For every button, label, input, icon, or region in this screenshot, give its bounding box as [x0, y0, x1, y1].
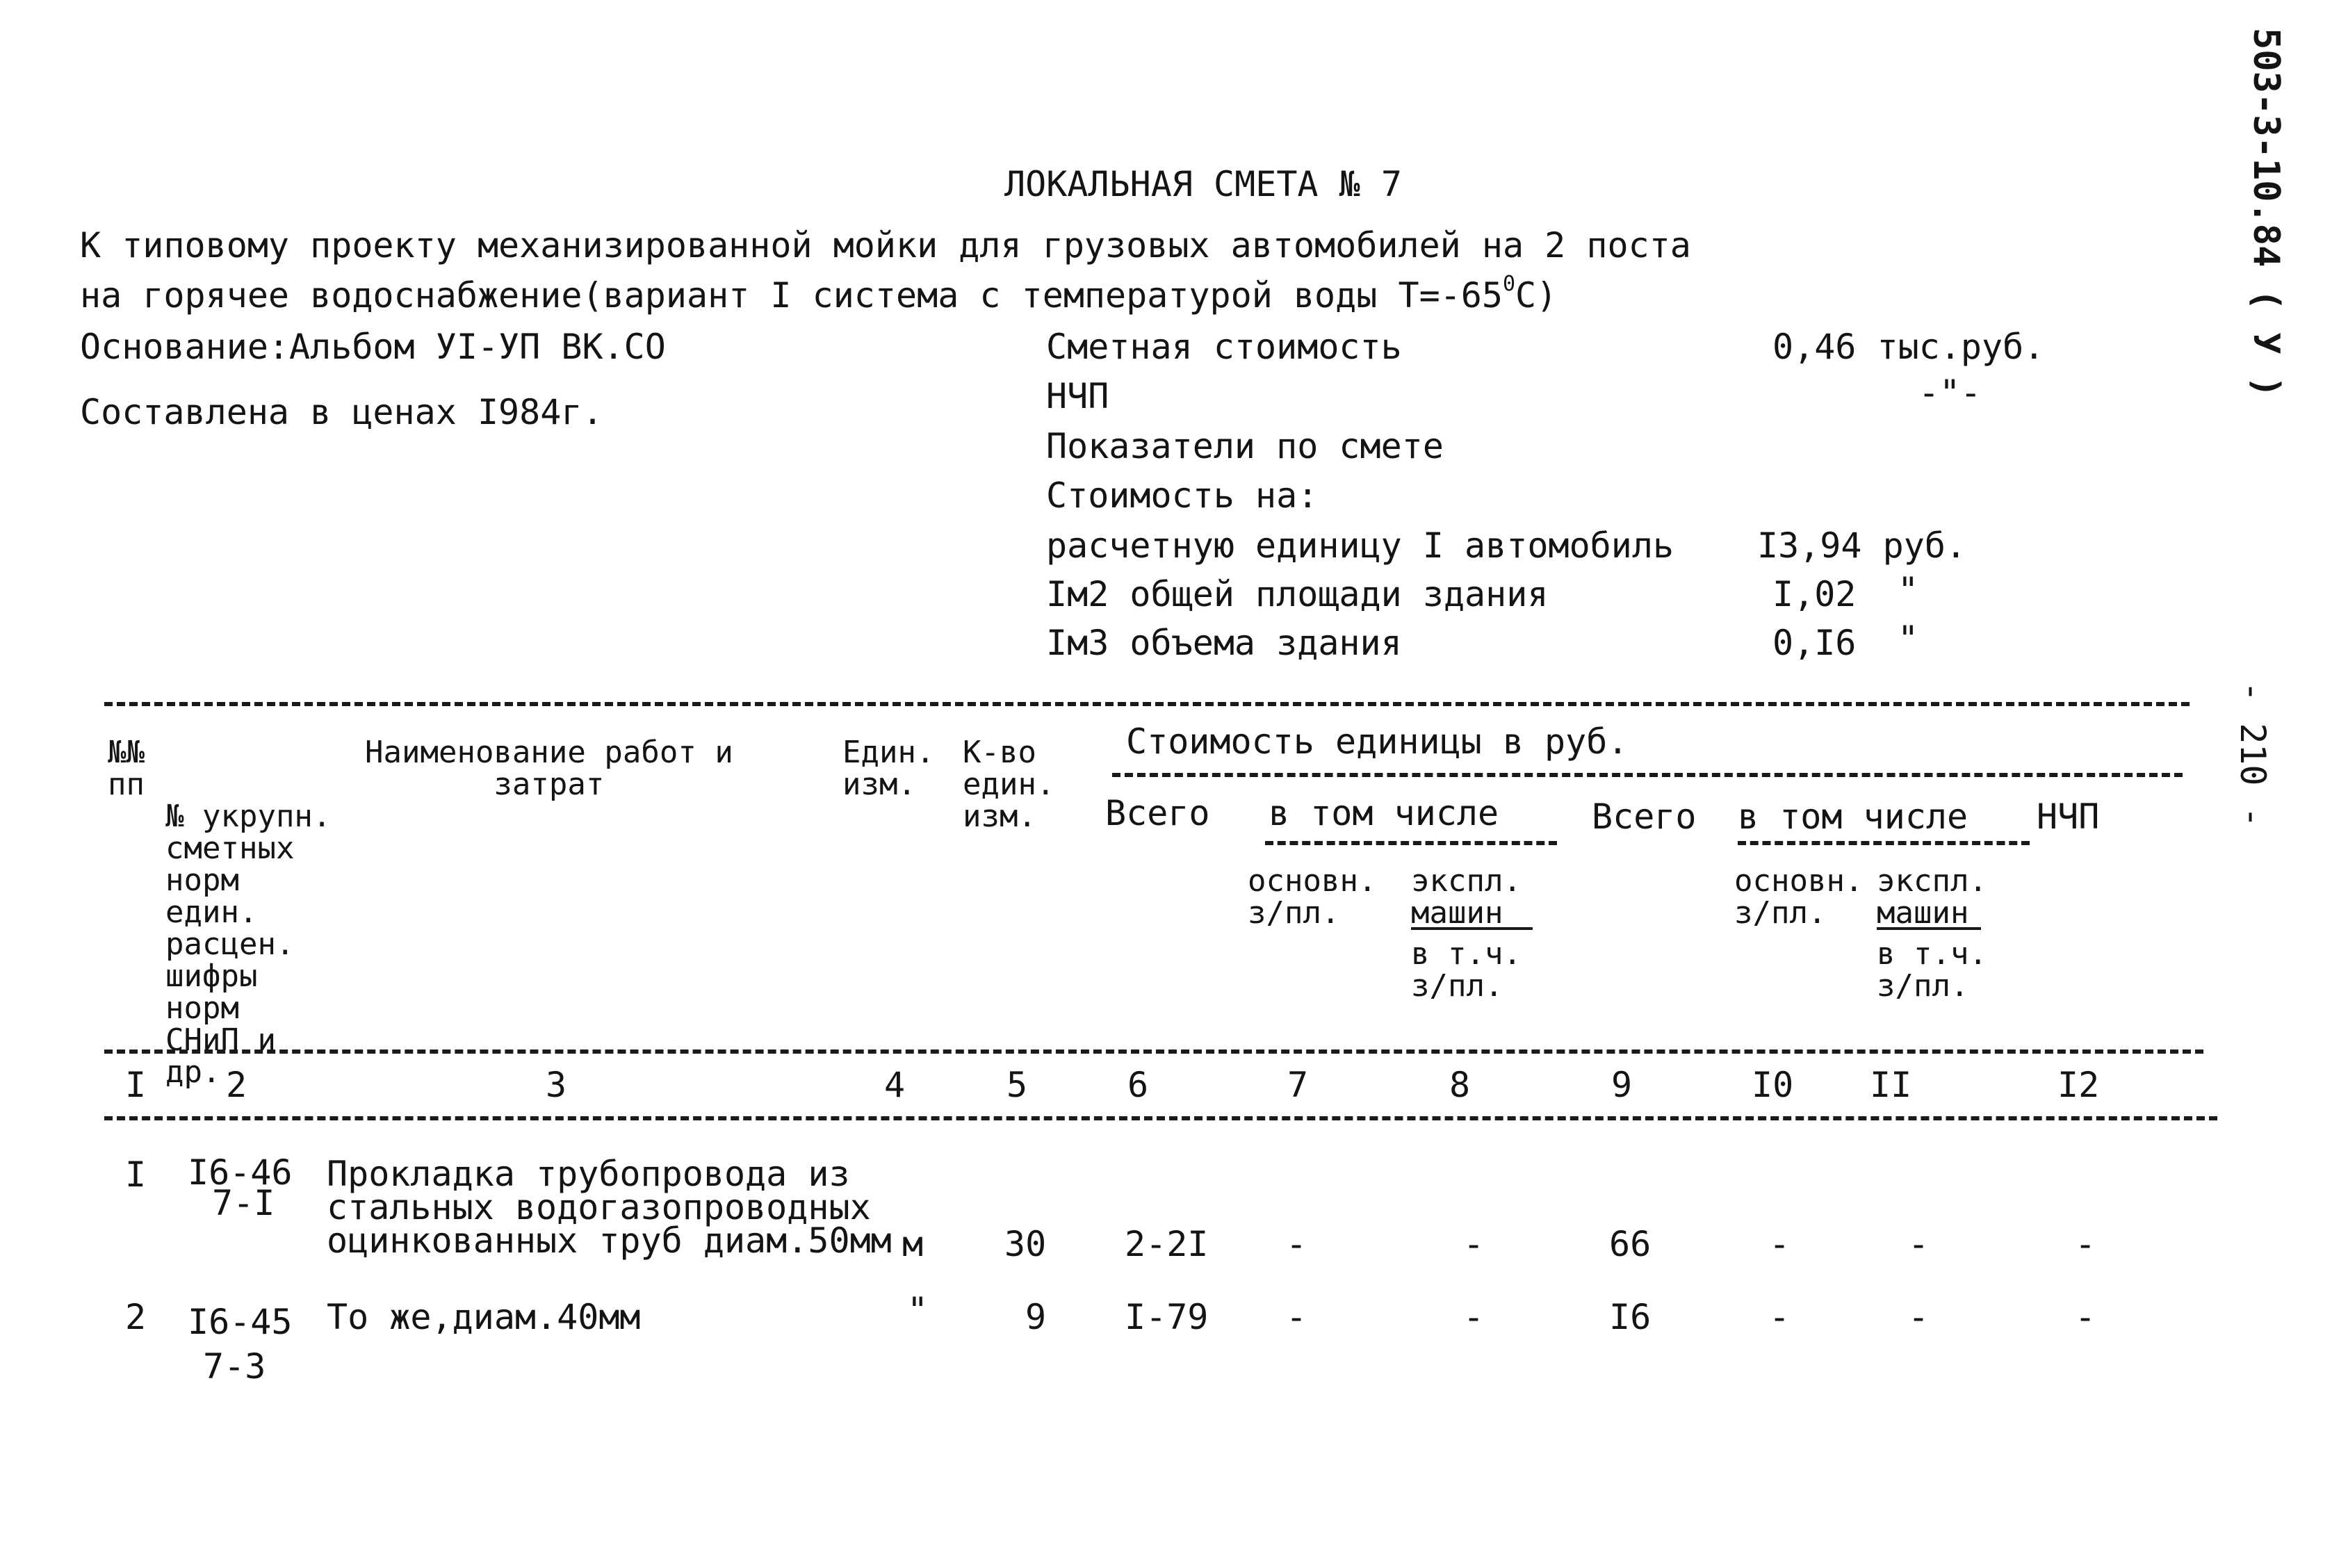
- row2-unit: ": [907, 1290, 929, 1330]
- row2-col8: -: [1463, 1297, 1485, 1337]
- row2-total: I6: [1609, 1297, 1652, 1337]
- per-volume-value: 0,I6: [1772, 623, 1857, 663]
- cost-per-label: Стоимость на:: [1046, 475, 1319, 516]
- header-col2: № укрупн. сметных норм един. расцен. шифры норм СНиП и др.: [165, 799, 332, 1090]
- per-area-label: Iм2 общей площади здания: [1046, 574, 1549, 614]
- header-incl-wage: в т.ч. з/пл.: [1411, 936, 1522, 1004]
- col-number: 9: [1611, 1065, 1633, 1105]
- estimated-cost-value: 0,46 тыс.руб.: [1772, 327, 2045, 367]
- row1-code: I6-46 7-I: [188, 1152, 293, 1223]
- estimate-title: ЛОКАЛЬНАЯ СМЕТА № 7: [1004, 164, 1402, 204]
- row1-col7: -: [1286, 1224, 1307, 1264]
- basis: Основание:Альбом УI-УП ВК.СО: [80, 327, 666, 367]
- col-number: 7: [1287, 1065, 1309, 1105]
- header-nchp: НЧП: [2037, 797, 2100, 837]
- row1-name: Прокладка трубопровода из стальных водогазопроводных оцинкованных труб диам.50мм: [327, 1154, 892, 1261]
- row2-col12: -: [2075, 1297, 2096, 1337]
- header-base-wage-2: основн. з/пл.: [1734, 863, 1864, 931]
- row2-col11: -: [1908, 1297, 1930, 1337]
- row2-col10: -: [1769, 1297, 1791, 1337]
- nchp-label: НЧП: [1046, 376, 1109, 416]
- col-number: 2: [226, 1065, 247, 1105]
- header-base-wage: основн. з/пл.: [1248, 863, 1377, 931]
- header-machines: экспл. машин: [1411, 863, 1522, 931]
- header-unit-cost-title: Стоимость единицы в руб.: [1126, 721, 1629, 762]
- unit-cost-rule: [1112, 773, 2183, 777]
- header-total-2: Всего: [1592, 797, 1697, 837]
- header-col3: Наименование работ и затрат: [365, 735, 733, 802]
- per-unit-value: I3,94 руб.: [1757, 525, 1967, 566]
- row1-unit-total: 2-2I: [1125, 1224, 1209, 1264]
- header-col5: К-во един. изм.: [963, 735, 1055, 834]
- col-number: I: [125, 1065, 147, 1105]
- header-machines-2: экспл. машин: [1877, 863, 1987, 931]
- row2-num: 2: [125, 1297, 147, 1337]
- header-col1: №№ пп: [108, 735, 145, 802]
- row1-total: 66: [1609, 1224, 1652, 1264]
- col-number: 8: [1449, 1065, 1471, 1105]
- header-bottom-rule: [104, 1050, 2203, 1054]
- col-number: II: [1870, 1065, 1912, 1105]
- document-code-stamp: 503-3-10.84 ( У ): [2245, 28, 2287, 398]
- per-area-ditto: ": [1898, 570, 1919, 610]
- col-number: I0: [1752, 1065, 1794, 1105]
- column-number-rule: [104, 1116, 2217, 1120]
- row1-num: I: [125, 1154, 147, 1195]
- row1-col11: -: [1908, 1224, 1930, 1264]
- row2-name: То же,диам.40мм: [327, 1297, 641, 1337]
- incl-rule-2: [1738, 841, 2030, 845]
- row2-unit-total: I-79: [1125, 1297, 1209, 1337]
- row1-col12: -: [2075, 1224, 2096, 1264]
- header-col4: Един. изм.: [842, 735, 935, 802]
- incl-rule-1: [1265, 841, 1557, 845]
- row1-col8: -: [1463, 1224, 1485, 1264]
- col-number: I2: [2057, 1065, 2100, 1105]
- col-number: 5: [1006, 1065, 1028, 1105]
- table-top-rule: [104, 702, 2190, 706]
- row2-qty: 9: [1025, 1297, 1047, 1337]
- header-total: Всего: [1105, 793, 1210, 833]
- intro-line-1: К типовому проекту механизированной мойки для грузовых автомобилей на 2 поста: [80, 225, 1691, 266]
- price-basis: Составлена в ценах I984г.: [80, 392, 603, 432]
- nchp-value: -"-: [1918, 373, 1982, 413]
- row1-col10: -: [1769, 1224, 1791, 1264]
- row1-qty: 30: [1004, 1224, 1047, 1264]
- per-volume-ditto: ": [1898, 619, 1919, 659]
- header-incl-2: в том числе: [1738, 797, 1968, 837]
- row2-col7: -: [1286, 1297, 1307, 1337]
- indicators-label: Показатели по смете: [1046, 426, 1444, 466]
- header-incl: в том числе: [1269, 793, 1499, 833]
- page-number: - 210 -: [2233, 681, 2273, 828]
- col-number: 3: [546, 1065, 567, 1105]
- col-number: 4: [884, 1065, 906, 1105]
- col-number: 6: [1127, 1065, 1149, 1105]
- row1-unit: м: [902, 1224, 924, 1264]
- row2-code: I6-45 7-3: [188, 1302, 293, 1387]
- per-area-value: I,02: [1772, 574, 1857, 614]
- estimated-cost-label: Сметная стоимость: [1046, 327, 1402, 367]
- header-incl-wage-2: в т.ч. з/пл.: [1877, 936, 1987, 1004]
- per-volume-label: Iм3 объема здания: [1046, 623, 1402, 663]
- intro-line-2: на горячее водоснабжение(вариант I система с температурой воды $Т=-65^0С$): [80, 272, 1558, 316]
- per-unit-label: расчетную единицу I автомобиль: [1046, 525, 1674, 566]
